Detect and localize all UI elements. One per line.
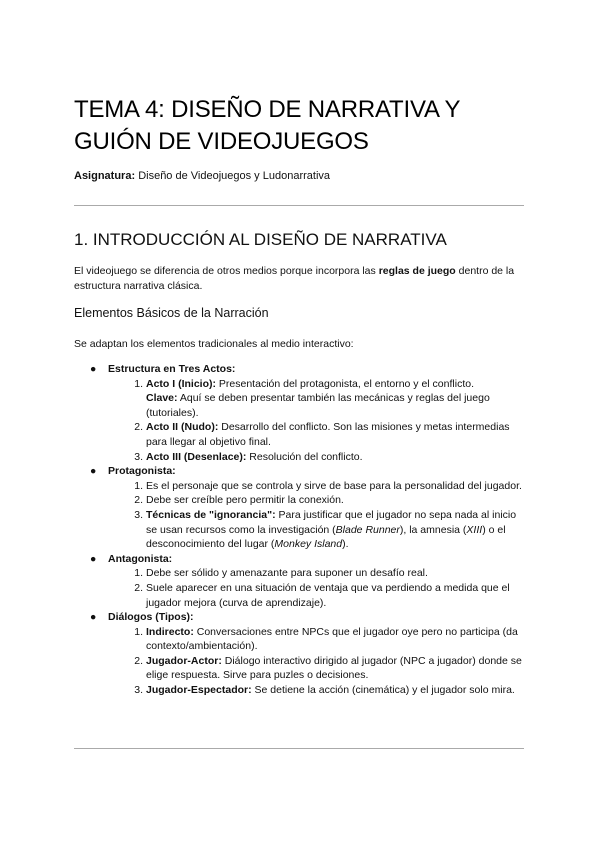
elements-list	[74, 362, 526, 698]
sublist-item	[74, 683, 526, 698]
intro-text: El videojuego se diferencia de otros medios porque incorpora las	[74, 265, 379, 277]
list-item-heading: Protagonista:	[108, 465, 176, 478]
item-number: 2.	[134, 494, 143, 507]
item-bold: Jugador-Actor:	[146, 654, 222, 667]
sublist-item	[74, 625, 526, 654]
sublist-item	[74, 508, 526, 552]
bullet-icon: ●	[90, 363, 97, 375]
item-number: 1.	[134, 567, 143, 580]
intro-bold: reglas de juego	[378, 265, 456, 277]
item-text: Se detiene la acción (cinemática) y el jugador solo mira.	[251, 684, 515, 697]
divider-top	[74, 205, 524, 206]
item-bold: Clave:	[146, 392, 178, 405]
item-bold: Jugador-Espectador:	[146, 684, 252, 697]
sublist-item	[74, 654, 526, 683]
item-text: Suele aparecer en una situación de ventaja que va perdiendo a medida que el jugador mejora (curva de aprendizaje).	[146, 581, 510, 609]
item-text: Aquí se deben presentar también las mecánicas y reglas del juego (tutoriales).	[146, 392, 490, 419]
bullet-icon: ●	[90, 611, 97, 624]
sublist-item	[74, 479, 526, 494]
sublist-item	[74, 377, 526, 421]
intro-paragraph	[74, 264, 526, 294]
item-number: 1.	[134, 479, 143, 492]
item-text: Presentación del protagonista, el entorno y el conflicto.	[216, 377, 474, 390]
item-bold: Técnicas de "ignorancia":	[146, 508, 276, 521]
item-number: 3.	[134, 508, 143, 521]
item-italic: Monkey Island	[274, 538, 343, 551]
item-text: Debe ser creíble pero permitir la conexión.	[146, 494, 344, 507]
item-number: 1.	[134, 377, 143, 390]
sublist-item	[74, 493, 526, 508]
item-number: 2.	[134, 421, 143, 434]
sublist-item	[74, 450, 526, 465]
subsection-heading: Elementos Básicos de la Narración	[74, 306, 269, 320]
item-bold: Acto I (Inicio):	[146, 377, 216, 390]
item-text: Para justificar que el jugador no sepa nada al inicio se usan recursos como la investigación (	[146, 508, 517, 536]
item-text: Resolución del conflicto.	[246, 450, 363, 463]
list-item-heading: Diálogos (Tipos):	[108, 611, 194, 624]
list-item	[74, 464, 526, 479]
item-text: Desarrollo del conflicto. Son las misiones y metas intermedias para llegar al objetivo final.	[146, 421, 510, 448]
intro-text-end: dentro de la estructura narrativa clásica.	[74, 265, 515, 292]
item-bold: Indirecto:	[146, 625, 194, 638]
item-number: 3.	[134, 684, 143, 697]
bullet-icon: ●	[90, 552, 97, 565]
item-text: ), la amnesia (	[399, 523, 467, 536]
subject-value: Diseño de Videojuegos y Ludonarrativa	[138, 170, 331, 182]
item-italic: Blade Runner	[335, 523, 400, 536]
sublist-item	[74, 581, 526, 610]
item-text: ).	[342, 538, 349, 551]
item-number: 2.	[134, 654, 143, 667]
bullet-icon: ●	[90, 465, 97, 478]
list-item-heading: Antagonista:	[108, 552, 173, 565]
item-number: 2.	[134, 581, 143, 594]
item-text: Conversaciones entre NPCs que el jugador oye pero no participa (da contexto/ambientación).	[146, 625, 518, 653]
item-text: Debe ser sólido y amenazante para suponer un desafío real.	[146, 567, 428, 580]
item-bold: Acto III (Desenlace):	[146, 450, 247, 463]
subject-line	[74, 170, 330, 182]
list-item	[74, 362, 526, 377]
item-text: Es el personaje que se controla y sirve de base para la personalidad del jugador.	[146, 479, 522, 492]
list-item	[74, 610, 526, 625]
sublist-item	[74, 566, 526, 581]
item-text: ) o el desconocimiento del lugar (	[146, 523, 506, 551]
subject-label: Asignatura:	[74, 170, 136, 182]
item-number: 3.	[134, 450, 143, 463]
item-bold: Acto II (Nudo):	[146, 421, 219, 434]
item-italic: XIII	[466, 523, 483, 536]
item-text: Diálogo interactivo dirigido al jugador (NPC a jugador) donde se elige respuesta. Sirve para puzles o decisiones.	[146, 654, 522, 682]
item-number: 1.	[134, 625, 143, 638]
list-item	[74, 552, 526, 567]
document-title: TEMA 4: DISEÑO DE NARRATIVA Y GUIÓN DE VIDEOJUEGOS	[74, 96, 460, 155]
subsection-intro: Se adaptan los elementos tradicionales al medio interactivo:	[74, 338, 354, 350]
section-heading: 1. INTRODUCCIÓN AL DISEÑO DE NARRATIVA	[74, 230, 447, 249]
list-item-heading: Estructura en Tres Actos:	[108, 363, 236, 375]
divider-bottom	[74, 748, 524, 749]
sublist-item	[74, 420, 526, 449]
